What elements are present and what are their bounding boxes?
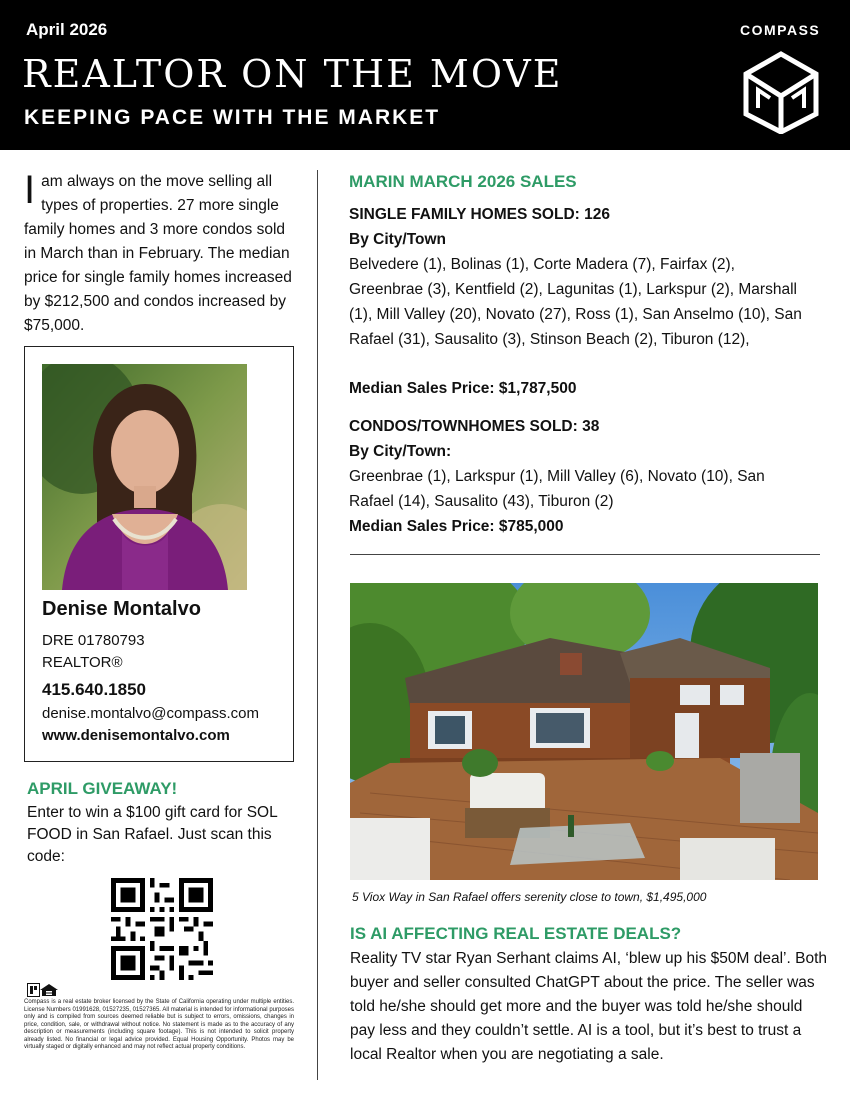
section-divider	[350, 554, 820, 555]
agent-license: DRE 01780793	[42, 632, 145, 649]
agent-title: REALTOR®	[42, 654, 123, 671]
agent-phone[interactable]: 415.640.1850	[42, 680, 146, 699]
condo-by-city-label: By City/Town:	[349, 443, 452, 460]
agent-email[interactable]: denise.montalvo@compass.com	[42, 705, 259, 722]
agent-name: Denise Montalvo	[42, 598, 201, 620]
giveaway-text: Enter to win a $100 gift card for SOL FOOD in San Rafael. Just scan this code:	[27, 804, 278, 865]
condo-city-list: Greenbrae (1), Larkspur (1), Mill Valley (6), Novato (10), San Rafael (14), Sausalito (43), Tiburon (2)	[349, 468, 765, 510]
condo-sold-title: CONDOS/TOWNHOMES SOLD: 38	[349, 418, 600, 435]
sfh-by-city-label: By City/Town	[349, 231, 447, 248]
agent-website[interactable]: www.denisemontalvo.com	[42, 727, 230, 744]
legal-disclaimer: Compass is a real estate broker licensed by the State of California operating under multiple entities. License Numbers 01991628, 01527235, 01527365. All material is intended for informational purposes only and is compiled from sources deemed reliable but is subject to errors, omissions, changes in price, condition, sale, or withdrawal without notice. No statement is made as to the accuracy of any description or measurements (including square footage). This is not intended to solicit property already listed. No financial or legal advice provided. Equal Housing Opportunity. Photos may be virtually staged or digitally enhanced and may not reflect actual property conditions.	[24, 999, 294, 1050]
equal-housing-icon	[27, 983, 61, 997]
sfh-city-list: Belvedere (1), Bolinas (1), Corte Madera (7), Fairfax (2), Greenbrae (3), Kentfield (2), Lagunitas (1), Larkspur (2), Marshall (1), Mill Valley (20), Novato (27), Ross (1), San Anselmo (10), San Rafael (31), Sausalito (3), Stinson Beach (2), Tiburon (12),	[349, 256, 802, 348]
sfh-sold-title: SINGLE FAMILY HOMES SOLD: 126	[349, 206, 610, 223]
property-photo	[350, 583, 818, 880]
header-banner	[0, 0, 850, 150]
giveaway-heading: APRIL GIVEAWAY!	[27, 779, 178, 798]
sfh-median-price: Median Sales Price: $1,787,500	[349, 380, 577, 397]
intro-text: am always on the move selling all types of properties. 27 more single family homes and 3 more condos sold in March than in February. The median price for single family homes increased by $212,500 and condos increased by $75,000.	[24, 173, 292, 334]
condo-median-price: Median Sales Price: $785,000	[349, 518, 564, 535]
column-divider	[317, 170, 318, 1080]
qr-code-icon[interactable]	[111, 878, 213, 980]
photo-caption: 5 Viox Way in San Rafael offers serenity close to town, $1,495,000	[352, 890, 707, 904]
agent-card	[24, 346, 294, 762]
intro-paragraph	[24, 170, 300, 338]
newsletter-title: REALTOR ON THE MOVE	[22, 52, 563, 96]
agent-photo	[42, 364, 247, 590]
sales-heading: MARIN MARCH 2026 SALES	[349, 172, 577, 191]
compass-house-logo-icon	[742, 50, 820, 134]
ai-article-heading: IS AI AFFECTING REAL ESTATE DEALS?	[350, 924, 682, 943]
issue-month: April 2026	[26, 20, 108, 39]
brand-wordmark: COMPASS	[740, 22, 821, 38]
ai-article-text: Reality TV star Ryan Serhant claims AI, ‘blew up his $50M deal’. Both buyer and seller consulted ChatGPT about the price. The seller was told he/she should get more and the buyer was told he/she should pay less and they couldn’t settle. AI is a tool, but it’s best to trust a local Realtor when you are negotiating a sale.	[350, 950, 827, 1063]
drop-cap: I	[24, 168, 36, 212]
newsletter-subtitle: KEEPING PACE WITH THE MARKET	[24, 106, 441, 129]
